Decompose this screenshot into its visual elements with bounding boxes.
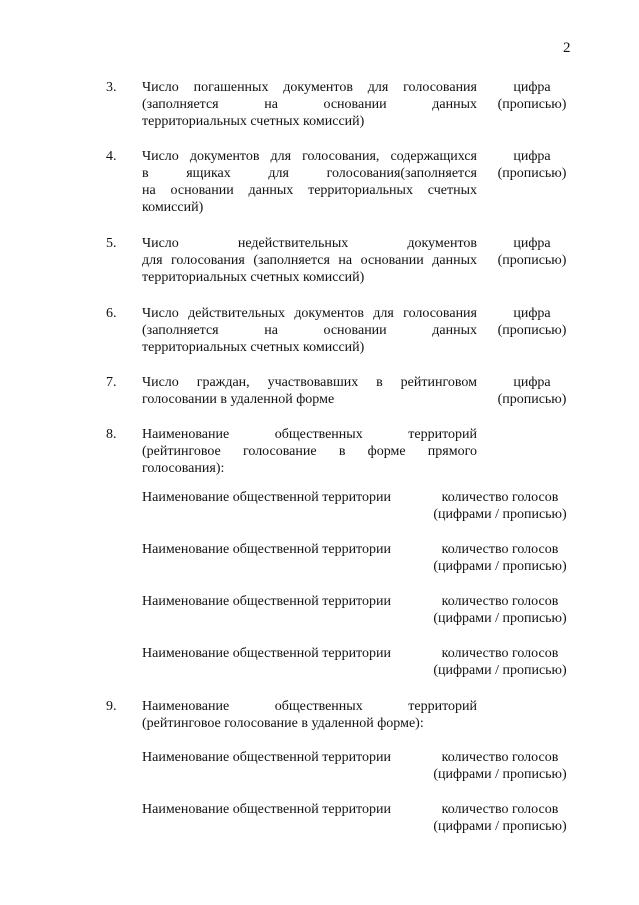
item-value [492, 79, 572, 113]
value-words-label: (прописью) [497, 323, 567, 338]
item-text-line: (рейтинговое голосование в удаленной форме): [142, 716, 424, 731]
territory-name: Наименование общественной территории [142, 646, 391, 661]
item-text-line: голосования): [142, 461, 225, 476]
item-number: 5. [106, 236, 117, 251]
item-number: 9. [106, 699, 117, 714]
territory-name: Наименование общественной территории [142, 594, 391, 609]
vote-count-format: (цифрами / прописью) [433, 507, 567, 522]
value-words-label: (прописью) [497, 97, 567, 112]
item-value [492, 305, 572, 339]
item-value [492, 374, 572, 408]
vote-count-format: (цифрами / прописью) [433, 819, 567, 834]
value-digit-label: цифра [513, 306, 551, 321]
item-text-line: территориальных счетных комиссий) [142, 114, 365, 129]
item-number: 4. [106, 149, 117, 164]
item-text [142, 148, 477, 216]
vote-count [426, 645, 574, 679]
vote-count [426, 801, 574, 835]
territory-name: Наименование общественной территории [142, 750, 391, 765]
value-digit-label: цифра [513, 80, 551, 95]
item-text [142, 426, 477, 477]
item-text [142, 305, 477, 356]
vote-count-label: количество голосов [441, 594, 559, 609]
vote-count [426, 541, 574, 575]
vote-count-label: количество голосов [441, 490, 559, 505]
vote-count [426, 749, 574, 783]
item-text-line: (заполняется на основании данных [142, 323, 477, 338]
item-text-line: Число недействительных документов [142, 236, 477, 251]
item-text-line: для голосования (заполняется на основании данных [142, 253, 477, 268]
item-text-line: (рейтинговое голосование в форме прямого [142, 444, 477, 459]
item-text [142, 79, 477, 130]
value-digit-label: цифра [513, 375, 551, 390]
vote-count-label: количество голосов [441, 750, 559, 765]
value-words-label: (прописью) [497, 392, 567, 407]
item-number: 7. [106, 375, 117, 390]
vote-count-label: количество голосов [441, 646, 559, 661]
territory-name: Наименование общественной территории [142, 542, 391, 557]
item-number: 8. [106, 427, 117, 442]
item-value [492, 235, 572, 269]
vote-count-format: (цифрами / прописью) [433, 663, 567, 678]
value-words-label: (прописью) [497, 166, 567, 181]
item-number: 3. [106, 80, 117, 95]
vote-count [426, 593, 574, 627]
value-digit-label: цифра [513, 236, 551, 251]
vote-count-format: (цифрами / прописью) [433, 767, 567, 782]
item-number: 6. [106, 306, 117, 321]
item-text-line: в ящиках для голосования(заполняется [142, 166, 477, 181]
item-text-line: (заполняется на основании данных [142, 97, 477, 112]
item-text-line: территориальных счетных комиссий) [142, 270, 365, 285]
item-text-line: голосовании в удаленной форме [142, 392, 335, 407]
vote-count-format: (цифрами / прописью) [433, 611, 567, 626]
value-digit-label: цифра [513, 149, 551, 164]
territory-name: Наименование общественной территории [142, 490, 391, 505]
item-text-line: Число действительных документов для голосования [142, 306, 477, 321]
item-text-line: Наименование общественных территорий [142, 427, 477, 442]
item-text-line: Число документов для голосования, содержащихся [142, 149, 477, 164]
item-text [142, 235, 477, 286]
item-text [142, 698, 477, 732]
item-text-line: Наименование общественных территорий [142, 699, 477, 714]
vote-count [426, 489, 574, 523]
vote-count-label: количество голосов [441, 542, 559, 557]
value-words-label: (прописью) [497, 253, 567, 268]
vote-count-label: количество голосов [441, 802, 559, 817]
item-text-line: территориальных счетных комиссий) [142, 340, 365, 355]
page-number: 2 [563, 40, 571, 56]
item-text-line: комиссий) [142, 200, 204, 215]
item-text-line: на основании данных территориальных счетных [142, 183, 477, 198]
item-text-line: Число погашенных документов для голосования [142, 80, 477, 95]
item-value [492, 148, 572, 182]
item-text [142, 374, 477, 408]
vote-count-format: (цифрами / прописью) [433, 559, 567, 574]
territory-name: Наименование общественной территории [142, 802, 391, 817]
item-text-line: Число граждан, участвовавших в рейтинговом [142, 375, 477, 390]
